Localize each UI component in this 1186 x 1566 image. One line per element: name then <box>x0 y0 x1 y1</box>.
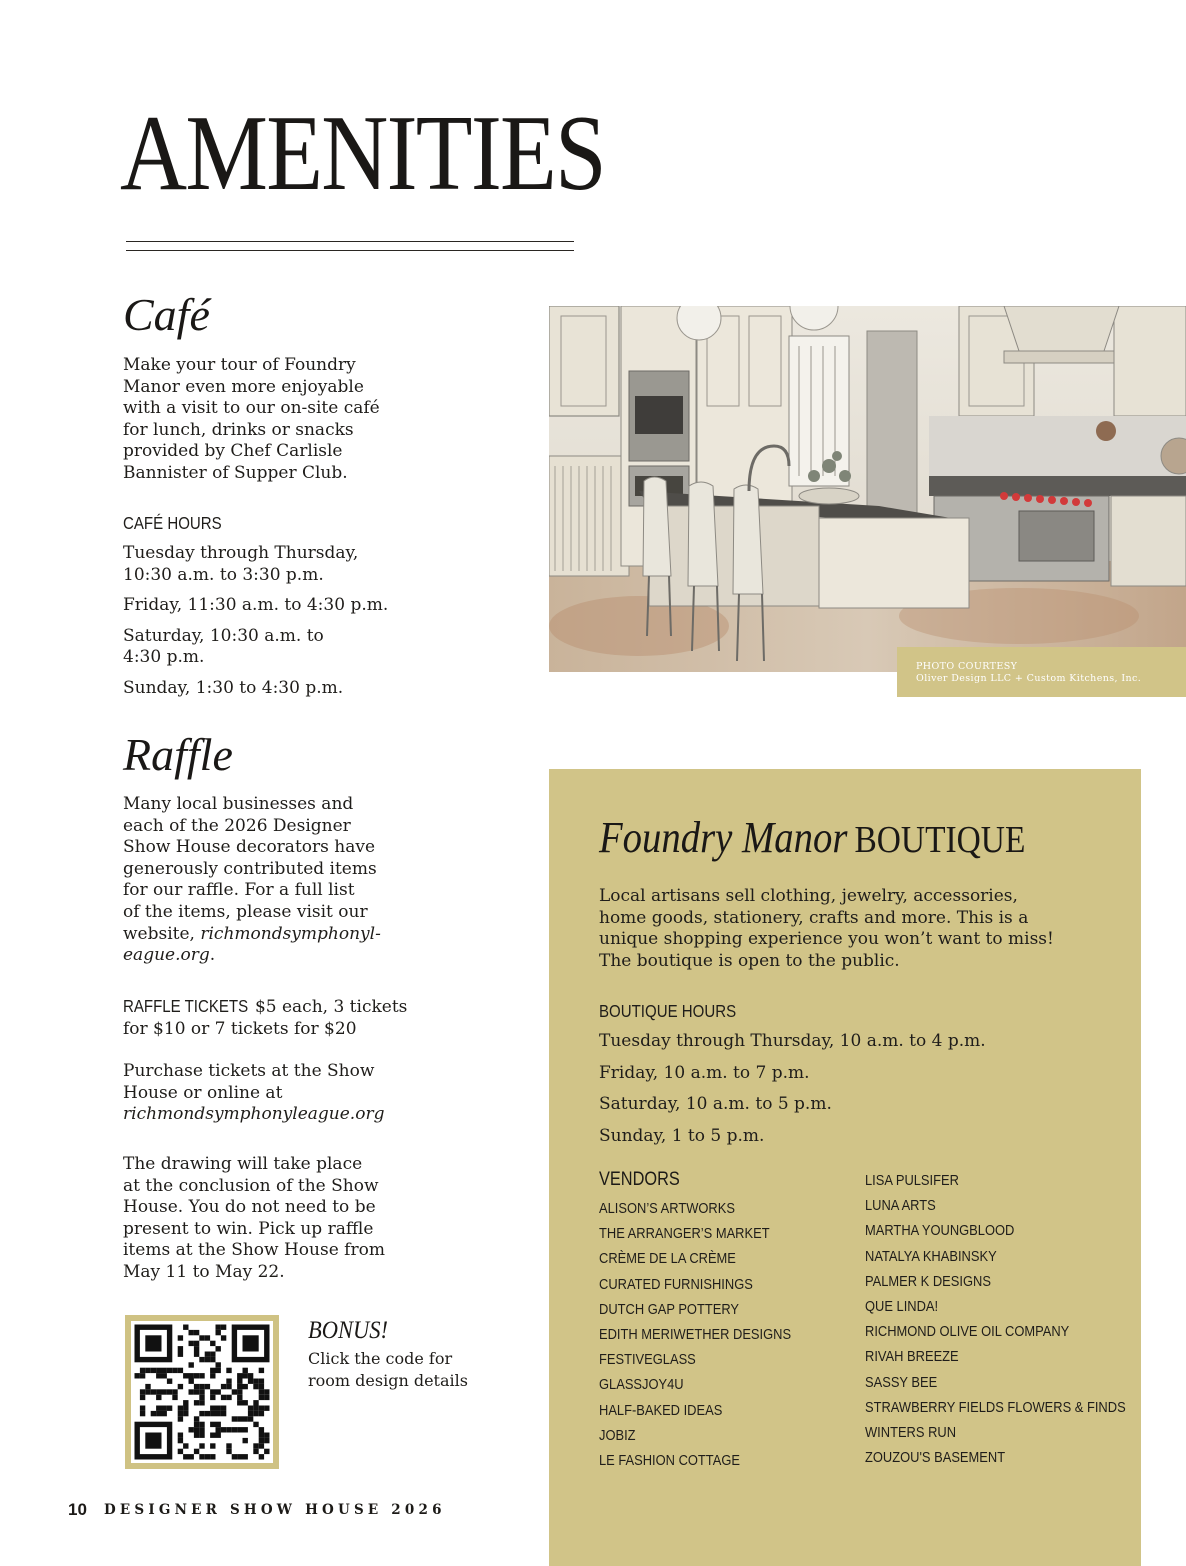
boutique-hours-label: BOUTIQUE HOURS <box>599 1001 737 1021</box>
cafe-intro-line: Manor even more enjoyable <box>123 376 364 397</box>
cafe-hours-list <box>123 543 388 700</box>
bonus-text <box>308 1348 468 1392</box>
boutique-title-caps: BOUTIQUE <box>854 819 1026 861</box>
raffle-drawing-line: items at the Show House from <box>123 1240 385 1261</box>
raffle-website-line <box>123 924 381 946</box>
raffle-website-prefix: website, <box>123 923 201 944</box>
vendor-item: RICHMOND OLIVE OIL COMPANY <box>865 1323 1070 1341</box>
raffle-intro-line: Many local businesses and <box>123 794 354 814</box>
raffle-tickets <box>123 996 407 1040</box>
boutique-intro-line: home goods, stationery, crafts and more. This is a <box>599 907 1029 928</box>
vendor-item: LE FASHION COTTAGE <box>599 1451 740 1469</box>
vendor-item: PALMER K DESIGNS <box>865 1272 991 1290</box>
raffle-tickets-line <box>123 996 407 1019</box>
vendor-item: GLASSJOY4U <box>599 1376 684 1394</box>
photo-credit-source: Oliver Design LLC + Custom Kitchens, Inc. <box>916 673 1142 684</box>
raffle-intro <box>123 794 381 967</box>
raffle-purchase-url[interactable] <box>123 1104 384 1126</box>
vendor-item: CRÈME DE LA CRÈME <box>599 1250 736 1268</box>
bonus-line: Click the code for <box>308 1349 453 1368</box>
page-title: AMENITIES <box>120 94 605 213</box>
raffle-drawing-line: present to win. Pick up raffle <box>123 1218 374 1239</box>
bonus-line: room design details <box>308 1371 468 1390</box>
cafe-hours-entry <box>123 678 388 700</box>
cafe-intro-line: with a visit to our on-site café <box>123 398 380 419</box>
running-title: DESIGNER SHOW HOUSE 2026 <box>104 1502 446 1518</box>
raffle-purchase-line: Purchase tickets at the Show <box>123 1061 375 1081</box>
cafe-hours-line: Sunday, 1:30 to 4:30 p.m. <box>123 677 344 698</box>
vendor-item: RIVAH BREEZE <box>865 1348 959 1366</box>
raffle-drawing-line: House. You do not need to be <box>123 1197 376 1218</box>
raffle-intro-line: generously contributed items <box>123 858 377 879</box>
cafe-intro-line: for lunch, drinks or snacks <box>123 419 354 440</box>
cafe-intro <box>123 355 380 485</box>
raffle-tickets-price: $5 each, 3 tickets <box>249 997 408 1017</box>
cafe-intro-line: provided by Chef Carlisle <box>123 441 343 462</box>
cafe-hours-line: Tuesday through Thursday, <box>123 543 359 563</box>
cafe-hours-entry <box>123 595 388 617</box>
vendor-item: JOBIZ <box>599 1426 636 1444</box>
boutique-hours-line: Tuesday through Thursday, 10 a.m. to 4 p.m. <box>599 1031 986 1051</box>
cafe-hours-entry <box>123 626 388 669</box>
raffle-purchase-line: House or online at <box>123 1082 283 1103</box>
vendor-item: SASSY BEE <box>865 1373 938 1391</box>
qr-code-icon[interactable] <box>131 1321 273 1463</box>
raffle-website-line <box>123 945 381 967</box>
boutique-hours-line: Saturday, 10 a.m. to 5 p.m. <box>599 1094 832 1115</box>
vendor-item: EDITH MERIWETHER DESIGNS <box>599 1325 792 1343</box>
vendor-item: DUTCH GAP POTTERY <box>599 1300 740 1318</box>
raffle-purchase <box>123 1061 384 1126</box>
kitchen-watercolor-image <box>549 306 1186 672</box>
raffle-intro-line: for our raffle. For a full list <box>123 880 355 901</box>
boutique-hours-line: Sunday, 1 to 5 p.m. <box>599 1126 765 1147</box>
cafe-hours-line: Friday, 11:30 a.m. to 4:30 p.m. <box>123 595 389 616</box>
bonus-heading: BONUS! <box>308 1317 389 1344</box>
vendors-list-col1 <box>599 1196 822 1473</box>
title-rule-bottom <box>126 250 574 251</box>
vendor-item: STRAWBERRY FIELDS FLOWERS & FINDS <box>865 1398 1126 1416</box>
raffle-website-suffix: . <box>209 945 216 966</box>
qr-code[interactable] <box>125 1315 279 1469</box>
vendor-item: ZOUZOU'S BASEMENT <box>865 1449 1006 1467</box>
photo-credit <box>897 647 1186 697</box>
vendor-item: NATALYA KHABINSKY <box>865 1247 997 1265</box>
vendor-item: FESTIVEGLASS <box>599 1351 696 1369</box>
boutique-hours-line: Friday, 10 a.m. to 7 p.m. <box>599 1062 810 1083</box>
raffle-purchase-link[interactable]: richmondsymphonyleague.org <box>123 1104 385 1125</box>
vendor-item: CURATED FURNISHINGS <box>599 1275 753 1293</box>
raffle-intro-line: Show House decorators have <box>123 837 376 858</box>
raffle-website-link[interactable]: richmondsymphonyl- <box>200 923 381 944</box>
raffle-tickets-line: for $10 or 7 tickets for $20 <box>123 1018 357 1039</box>
boutique-hours-list <box>599 1031 986 1158</box>
raffle-drawing-line: The drawing will take place <box>123 1154 363 1174</box>
raffle-heading: Raffle <box>123 729 233 780</box>
raffle-website-link[interactable]: eague.org <box>123 945 210 966</box>
kitchen-illustration <box>549 306 1186 672</box>
cafe-hours-entry <box>123 543 388 586</box>
boutique-intro-line: The boutique is open to the public. <box>599 950 900 971</box>
cafe-hours-line: 4:30 p.m. <box>123 647 205 668</box>
raffle-intro-line: each of the 2026 Designer <box>123 815 351 836</box>
cafe-hours-line: Saturday, 10:30 a.m. to <box>123 625 324 646</box>
cafe-hours-line: 10:30 a.m. to 3:30 p.m. <box>123 564 324 585</box>
vendor-item: THE ARRANGER’S MARKET <box>599 1225 770 1243</box>
cafe-heading: Café <box>123 289 210 340</box>
boutique-title <box>599 813 1026 862</box>
cafe-intro-line: Bannister of Supper Club. <box>123 462 348 483</box>
vendor-item: HALF-BAKED IDEAS <box>599 1401 723 1419</box>
vendor-item: WINTERS RUN <box>865 1423 957 1441</box>
raffle-drawing <box>123 1154 385 1284</box>
boutique-title-italic: Foundry Manor <box>599 813 848 862</box>
title-rule-top <box>126 241 574 242</box>
raffle-drawing-line: May 11 to May 22. <box>123 1261 285 1282</box>
vendor-item: LISA PULSIFER <box>865 1172 959 1189</box>
cafe-hours-label: CAFÉ HOURS <box>123 513 222 533</box>
raffle-drawing-line: at the conclusion of the Show <box>123 1175 379 1196</box>
boutique-intro-line: unique shopping experience you won’t want to miss! <box>599 929 1054 950</box>
vendors-list-col2 <box>865 1168 1168 1470</box>
photo-credit-label: PHOTO COURTESY <box>916 661 1018 672</box>
boutique-intro <box>599 886 1054 972</box>
vendors-heading: VENDORS <box>599 1169 680 1190</box>
cafe-intro-line: Make your tour of Foundry <box>123 355 356 375</box>
raffle-tickets-label: RAFFLE TICKETS <box>123 996 249 1016</box>
vendor-item: LUNA ARTS <box>865 1197 936 1215</box>
boutique-intro-line: Local artisans sell clothing, jewelry, accessories, <box>599 886 1018 906</box>
vendor-item: MARTHA YOUNGBLOOD <box>865 1222 1015 1240</box>
page-number: 10 <box>68 1500 87 1519</box>
raffle-intro-line: of the items, please visit our <box>123 901 368 922</box>
vendor-item: ALISON’S ARTWORKS <box>599 1200 735 1217</box>
vendor-item: QUE LINDA! <box>865 1297 939 1315</box>
